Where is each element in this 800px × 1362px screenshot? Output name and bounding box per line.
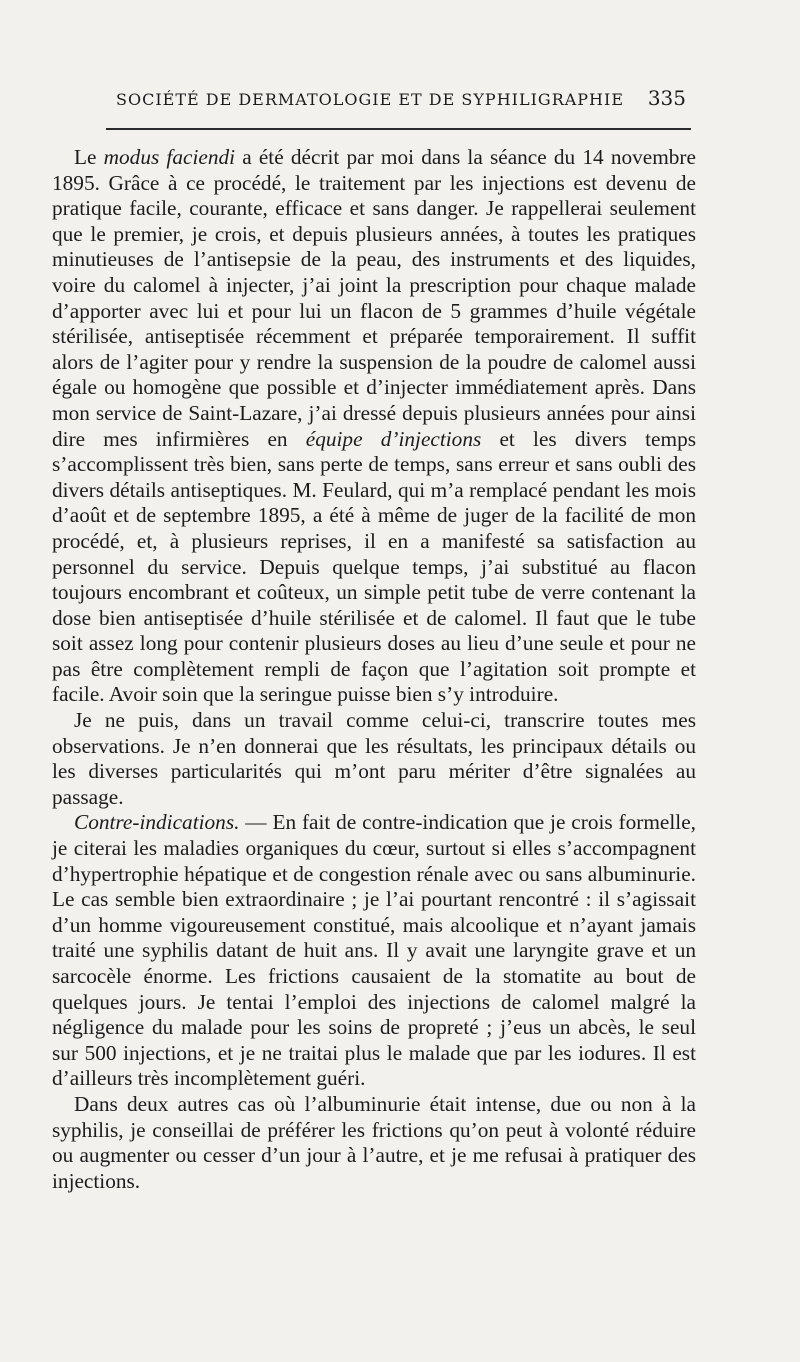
body-text [52,145,696,1194]
italic-term-modus-faciendi: modus faciendi [103,145,236,169]
paragraph-contre-indications [52,810,696,1092]
paragraph-modus-faciendi [52,145,696,708]
page-number: 335 [647,86,686,110]
paragraph-albuminurie [52,1092,696,1194]
text-run: Dans deux autres cas où l’albuminurie était intense, due ou non à la syphilis, je conseillai de préférer les frictions qu’on peut à volonté réduire ou augmenter ou cesser d’un jour à l’autre, et je me refusai à pratiquer des injections. [52,1091,696,1193]
running-title: SOCIÉTÉ DE DERMATOLOGIE ET DE SYPHILIGRAPHIE [116,90,625,109]
text-run: Le [74,145,104,169]
section-heading-contre-indications: Contre-indications. [74,810,240,835]
paragraph-observations [52,708,696,810]
text-run: — En fait de contre-indication que je crois formelle, je citerai les maladies organiques du cœur, surtout si elles s’accompagnent d’hypertrophie hépatique et de congestion rénale avec ou sans albuminurie. Le cas semble bien extraordinaire ; je l’ai pourtant rencontré : il s’agissait d’un homme vigoureusement constitué, mais alcoolique et n’ayant jamais traité une syphilis datant de huit ans. Il y avait une laryngite grave et un sarcocèle énorme. Les frictions causaient de la stomatite au bout de quelques jours. Je tentai l’emploi des injections de calomel malgré la négligence du malade pour les soins de propreté ; j’eus un abcès, le seul sur 500 injections, et je ne traitai plus le malade que par les iodures. Il est d’ailleurs très incomplètement guéri. [52,810,696,1091]
running-head [116,86,686,116]
italic-term-equipe-injections: équipe d’injections [305,426,482,451]
header-rule [106,128,691,130]
text-run: Je ne puis, dans un travail comme celui-ci, transcrire toutes mes observations. Je n’en donnerai que les résultats, les principaux détails ou les diverses particularités qui m’ont paru mériter d’être signalées au passage. [52,708,696,809]
text-run: a été décrit par moi dans la séance du 14 novembre 1895. Grâce à ce procédé, le traitement par les injections est devenu de pratique facile, courante, efficace et sans danger. Je rappellerai seulement que le premier, je crois, et depuis plusieurs années, à toutes les pratiques minutieuses de l’antisepsie de la peau, des instruments et des liquides, voire du calomel à injecter, j’ai joint la prescription pour chaque malade d’apporter avec lui et pour lui un flacon de 5 grammes d’huile végétale stérilisée, antiseptisée récemment et préparée temporairement. Il suffit alors de l’agiter pour y rendre la suspension de la poudre de calomel aussi égale ou homogène que possible et d’injecter immédiatement après. Dans mon service de Saint-Lazare, j’ai dressé depuis plusieurs années pour ainsi dire mes infirmières en [52,145,696,451]
text-run: et les divers temps s’accomplissent très bien, sans perte de temps, sans erreur et sans oubli des divers détails antiseptiques. M. Feulard, qui m’a remplacé pendant les mois d’août et de septembre 1895, a été à même de juger de la facilité de mon procédé, et, à plusieurs reprises, il en a manifesté sa satisfaction au personnel du service. Depuis quelque temps, j’ai substitué au flacon toujours encombrant et coûteux, un simple petit tube de verre contenant la dose bien antiseptisée d’huile stérilisée et de calomel. Il faut que le tube soit assez long pour contenir plusieurs doses au lieu d’une seule et pour ne pas être complètement rempli de façon que l’agitation soit prompte et facile. Avoir soin que la seringue puisse bien s’y introduire. [52,426,697,707]
